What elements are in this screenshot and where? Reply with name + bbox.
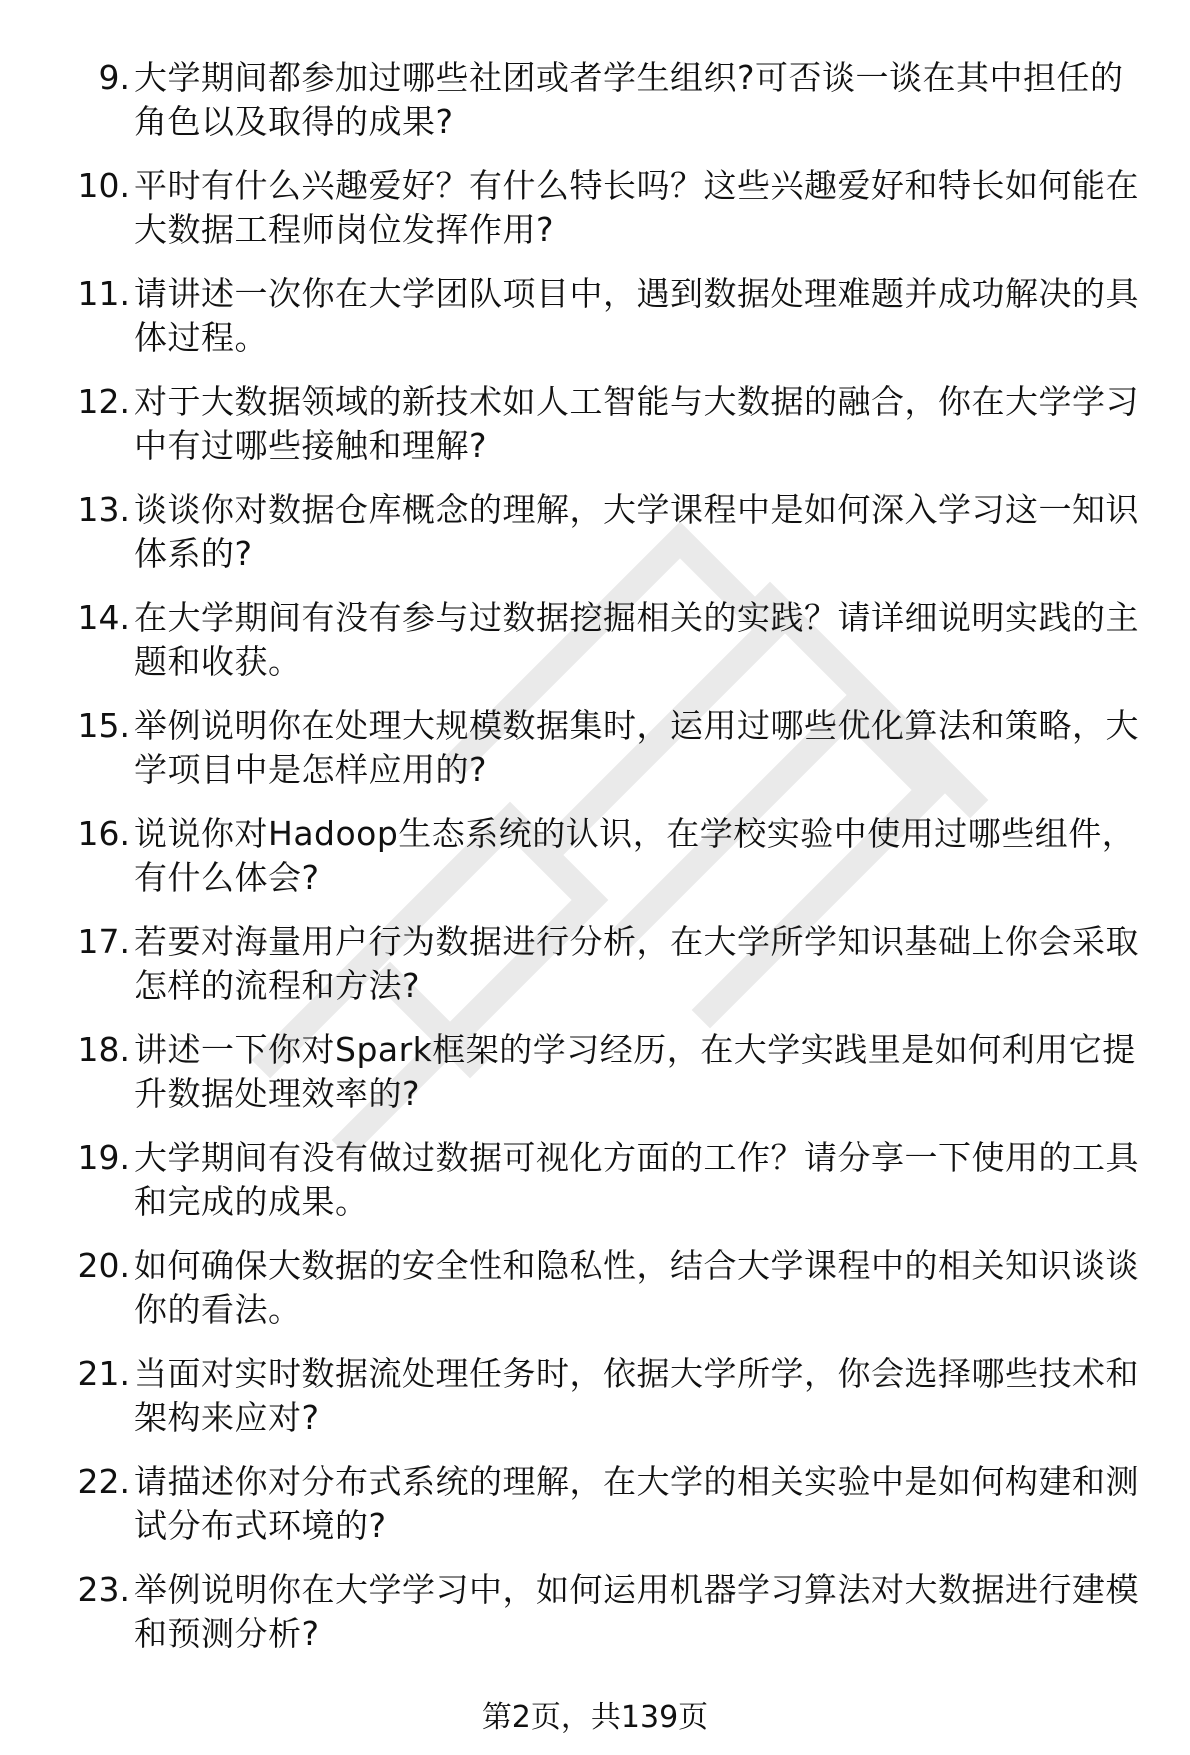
question-item bbox=[0, 1568, 1190, 1676]
question-text: 如何确保大数据的安全性和隐私性，结合大学课程中的相关知识谈谈你的看法。 bbox=[134, 1246, 1139, 1329]
question-text: 说说你对Hadoop生态系统的认识，在学校实验中使用过哪些组件，有什么体会? bbox=[134, 814, 1136, 897]
page-footer: 第2页，共139页 bbox=[481, 1700, 709, 1735]
question-item bbox=[0, 488, 1190, 596]
question-text: 若要对海量用户行为数据进行分析，在大学所学知识基础上你会采取怎样的流程和方法? bbox=[134, 922, 1139, 1005]
question-item bbox=[0, 164, 1190, 272]
question-item bbox=[0, 1244, 1190, 1352]
question-item bbox=[0, 812, 1190, 920]
question-number: 22. bbox=[77, 1462, 130, 1501]
question-number: 12. bbox=[77, 382, 130, 421]
question-item bbox=[0, 920, 1190, 1028]
question-number: 15. bbox=[77, 706, 130, 745]
question-item bbox=[0, 380, 1190, 488]
question-number: 16. bbox=[77, 814, 130, 853]
question-item bbox=[0, 1136, 1190, 1244]
question-number: 20. bbox=[77, 1246, 130, 1285]
question-text: 平时有什么兴趣爱好？有什么特长吗？这些兴趣爱好和特长如何能在大数据工程师岗位发挥作用? bbox=[134, 166, 1139, 249]
question-text: 讲述一下你对Spark框架的学习经历，在大学实践里是如何利用它提升数据处理效率的? bbox=[134, 1030, 1136, 1113]
question-item bbox=[0, 272, 1190, 380]
question-text: 请描述你对分布式系统的理解，在大学的相关实验中是如何构建和测试分布式环境的? bbox=[134, 1462, 1139, 1545]
question-text: 在大学期间有没有参与过数据挖掘相关的实践？请详细说明实践的主题和收获。 bbox=[134, 598, 1139, 681]
question-text: 举例说明你在处理大规模数据集时，运用过哪些优化算法和策略，大学项目中是怎样应用的? bbox=[134, 706, 1139, 789]
question-list bbox=[0, 56, 1190, 1676]
question-text: 谈谈你对数据仓库概念的理解，大学课程中是如何深入学习这一知识体系的? bbox=[134, 490, 1139, 573]
question-item bbox=[0, 1028, 1190, 1136]
question-number: 14. bbox=[77, 598, 130, 637]
question-number: 23. bbox=[77, 1570, 130, 1609]
question-text: 大学期间有没有做过数据可视化方面的工作？请分享一下使用的工具和完成的成果。 bbox=[134, 1138, 1139, 1221]
question-number: 18. bbox=[77, 1030, 130, 1069]
question-item bbox=[0, 1460, 1190, 1568]
question-text: 举例说明你在大学学习中，如何运用机器学习算法对大数据进行建模和预测分析? bbox=[134, 1570, 1139, 1653]
question-item bbox=[0, 56, 1190, 164]
question-number: 9. bbox=[98, 58, 130, 97]
question-number: 21. bbox=[77, 1354, 130, 1393]
question-text: 当面对实时数据流处理任务时，依据大学所学，你会选择哪些技术和架构来应对? bbox=[134, 1354, 1139, 1437]
question-text: 请讲述一次你在大学团队项目中，遇到数据处理难题并成功解决的具体过程。 bbox=[134, 274, 1139, 357]
question-number: 17. bbox=[77, 922, 130, 961]
question-number: 13. bbox=[77, 490, 130, 529]
question-item bbox=[0, 1352, 1190, 1460]
question-item bbox=[0, 596, 1190, 704]
question-text: 大学期间都参加过哪些社团或者学生组织?可否谈一谈在其中担任的角色以及取得的成果? bbox=[134, 58, 1124, 141]
question-number: 19. bbox=[77, 1138, 130, 1177]
question-text: 对于大数据领域的新技术如人工智能与大数据的融合，你在大学学习中有过哪些接触和理解? bbox=[134, 382, 1139, 465]
question-item bbox=[0, 704, 1190, 812]
question-number: 11. bbox=[77, 274, 130, 313]
question-number: 10. bbox=[77, 166, 130, 205]
